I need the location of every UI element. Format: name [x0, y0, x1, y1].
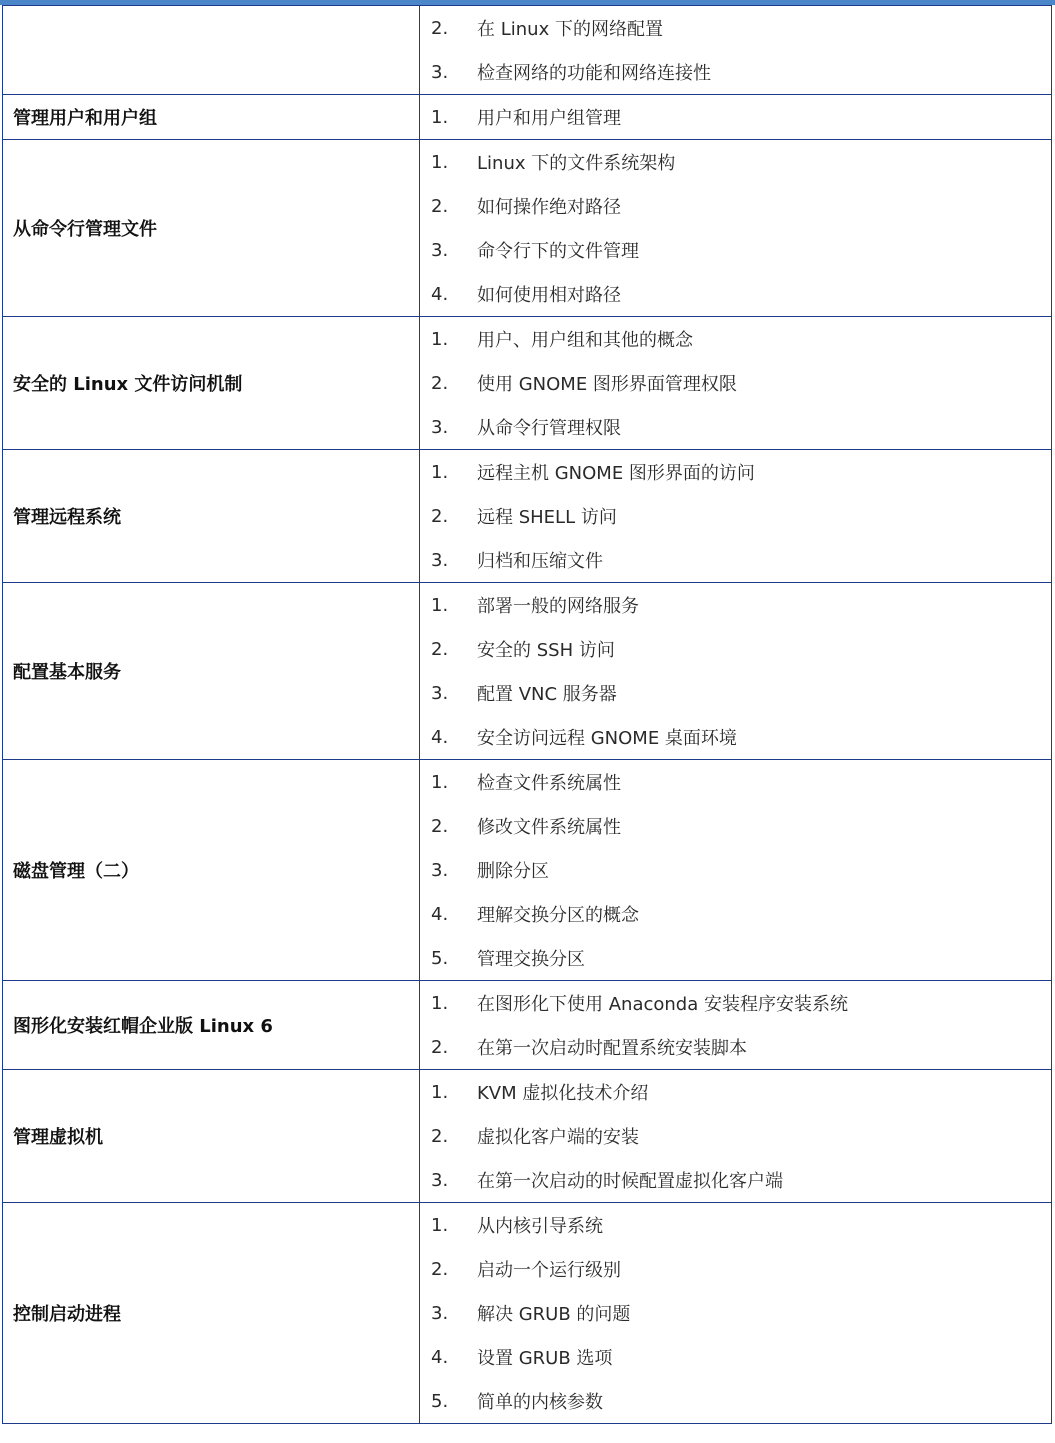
list-item [420, 228, 1051, 272]
item-number: 2. [431, 815, 449, 837]
module-items [420, 140, 1052, 317]
item-text: 从内核引导系统 [477, 1216, 603, 1237]
item-text: 使用 GNOME 图形界面管理权限 [477, 374, 737, 395]
list-item [420, 361, 1051, 405]
item-number: 3. [431, 1302, 449, 1324]
list-item [420, 1291, 1051, 1335]
module-title: 安全的 Linux 文件访问机制 [3, 317, 420, 450]
item-number: 3. [431, 1169, 449, 1191]
module-items [420, 760, 1052, 981]
item-text: 如何操作绝对路径 [477, 197, 621, 218]
module-title [3, 6, 420, 95]
item-text: 在第一次启动时配置系统安装脚本 [477, 1038, 747, 1059]
item-number: 2. [431, 195, 449, 217]
list-item [420, 715, 1051, 759]
outline-row [3, 140, 1052, 317]
list-item [420, 494, 1051, 538]
outline-row [3, 760, 1052, 981]
module-title: 图形化安装红帽企业版 Linux 6 [3, 981, 420, 1070]
item-number: 2. [431, 1125, 449, 1147]
item-text: 如何使用相对路径 [477, 285, 621, 306]
outline-row [3, 1203, 1052, 1424]
module-items [420, 583, 1052, 760]
item-text: 命令行下的文件管理 [477, 241, 639, 262]
list-item [420, 272, 1051, 316]
module-title: 管理远程系统 [3, 450, 420, 583]
item-number: 2. [431, 638, 449, 660]
list-item [420, 1335, 1051, 1379]
item-text: 修改文件系统属性 [477, 817, 621, 838]
item-text: 简单的内核参数 [477, 1392, 603, 1413]
module-title: 管理虚拟机 [3, 1070, 420, 1203]
item-number: 5. [431, 947, 449, 969]
item-number: 2. [431, 505, 449, 527]
list-item [420, 405, 1051, 449]
item-number: 2. [431, 1036, 449, 1058]
item-number: 1. [431, 594, 449, 616]
list-item [420, 1070, 1051, 1114]
list-item [420, 450, 1051, 494]
list-item [420, 1158, 1051, 1202]
item-text: 远程主机 GNOME 图形界面的访问 [477, 463, 755, 484]
list-item [420, 1379, 1051, 1423]
item-number: 1. [431, 461, 449, 483]
item-number: 3. [431, 61, 449, 83]
item-text: Linux 下的文件系统架构 [477, 153, 676, 174]
item-text: 设置 GRUB 选项 [477, 1348, 613, 1369]
list-item [420, 760, 1051, 804]
module-items [420, 95, 1052, 140]
course-outline-body [3, 6, 1052, 1424]
item-number: 3. [431, 239, 449, 261]
outline-row [3, 583, 1052, 760]
item-number: 5. [431, 1390, 449, 1412]
course-outline-table [2, 5, 1052, 1424]
item-number: 1. [431, 328, 449, 350]
outline-row [3, 6, 1052, 95]
list-item [420, 892, 1051, 936]
item-text: 检查网络的功能和网络连接性 [477, 63, 711, 84]
item-number: 1. [431, 106, 449, 128]
module-title: 磁盘管理（二） [3, 760, 420, 981]
module-items [420, 6, 1052, 95]
item-text: 从命令行管理权限 [477, 418, 621, 439]
module-title: 配置基本服务 [3, 583, 420, 760]
item-text: 删除分区 [477, 861, 549, 882]
item-number: 1. [431, 992, 449, 1014]
item-text: 安全的 SSH 访问 [477, 640, 615, 661]
module-items [420, 1203, 1052, 1424]
module-title: 从命令行管理文件 [3, 140, 420, 317]
module-title: 管理用户和用户组 [3, 95, 420, 140]
item-number: 1. [431, 1081, 449, 1103]
item-text: 远程 SHELL 访问 [477, 507, 617, 528]
list-item [420, 848, 1051, 892]
item-number: 1. [431, 151, 449, 173]
item-number: 3. [431, 859, 449, 881]
list-item [420, 627, 1051, 671]
outline-row [3, 1070, 1052, 1203]
list-item [420, 317, 1051, 361]
module-items [420, 450, 1052, 583]
item-text: 在第一次启动的时候配置虚拟化客户端 [477, 1171, 783, 1192]
item-text: 用户和用户组管理 [477, 108, 621, 129]
list-item [420, 50, 1051, 94]
item-text: 启动一个运行级别 [477, 1260, 621, 1281]
list-item [420, 1247, 1051, 1291]
item-number: 4. [431, 283, 449, 305]
list-item [420, 671, 1051, 715]
item-text: 配置 VNC 服务器 [477, 684, 617, 705]
item-number: 3. [431, 682, 449, 704]
list-item [420, 95, 1051, 139]
list-item [420, 1025, 1051, 1069]
item-text: 虚拟化客户端的安装 [477, 1127, 639, 1148]
outline-row [3, 317, 1052, 450]
item-text: 检查文件系统属性 [477, 773, 621, 794]
item-number: 3. [431, 416, 449, 438]
item-number: 1. [431, 771, 449, 793]
item-text: 用户、用户组和其他的概念 [477, 330, 693, 351]
item-text: 部署一般的网络服务 [477, 596, 639, 617]
outline-row [3, 95, 1052, 140]
item-text: 理解交换分区的概念 [477, 905, 639, 926]
list-item [420, 6, 1051, 50]
item-number: 1. [431, 1214, 449, 1236]
list-item [420, 804, 1051, 848]
list-item [420, 583, 1051, 627]
item-number: 4. [431, 1346, 449, 1368]
list-item [420, 1114, 1051, 1158]
module-items [420, 1070, 1052, 1203]
module-title: 控制启动进程 [3, 1203, 420, 1424]
item-text: 安全访问远程 GNOME 桌面环境 [477, 728, 737, 749]
item-number: 2. [431, 1258, 449, 1280]
module-items [420, 981, 1052, 1070]
item-number: 3. [431, 549, 449, 571]
list-item [420, 981, 1051, 1025]
list-item [420, 1203, 1051, 1247]
list-item [420, 140, 1051, 184]
item-number: 2. [431, 372, 449, 394]
list-item [420, 538, 1051, 582]
item-text: 解决 GRUB 的问题 [477, 1304, 631, 1325]
item-number: 4. [431, 726, 449, 748]
module-items [420, 317, 1052, 450]
item-text: 在图形化下使用 Anaconda 安装程序安装系统 [477, 994, 848, 1015]
outline-row [3, 981, 1052, 1070]
list-item [420, 936, 1051, 980]
item-text: 归档和压缩文件 [477, 551, 603, 572]
outline-row [3, 450, 1052, 583]
item-number: 4. [431, 903, 449, 925]
item-text: 管理交换分区 [477, 949, 585, 970]
item-number: 2. [431, 17, 449, 39]
item-text: 在 Linux 下的网络配置 [477, 19, 663, 40]
item-text: KVM 虚拟化技术介绍 [477, 1083, 649, 1104]
list-item [420, 184, 1051, 228]
